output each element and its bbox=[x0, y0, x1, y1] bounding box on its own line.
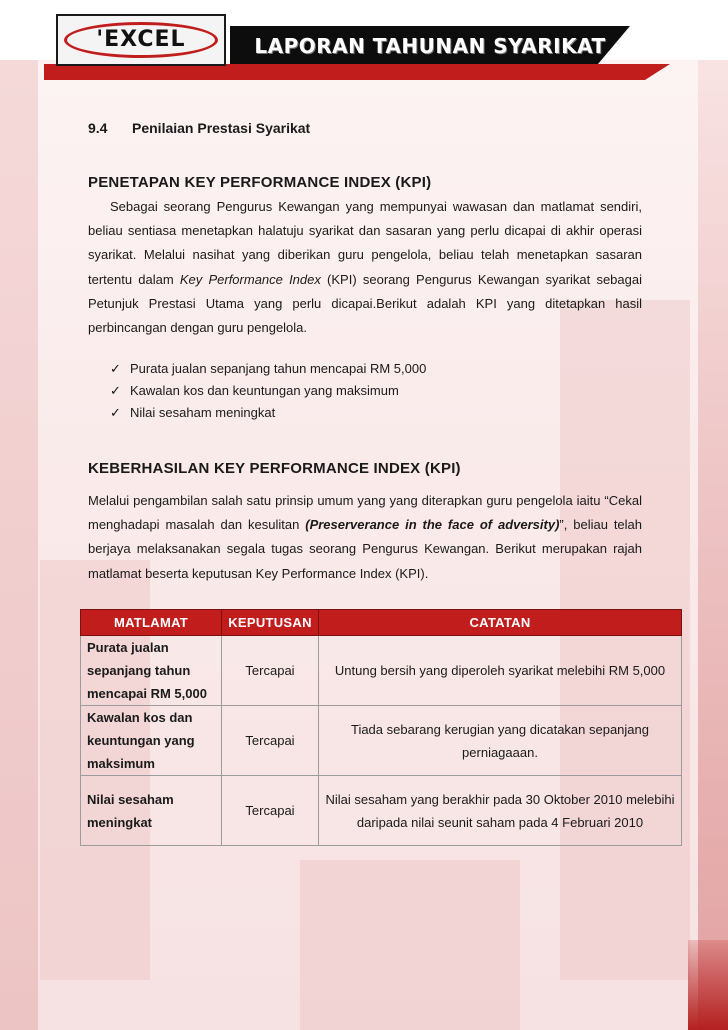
report-title: LAPORAN TAHUNAN SYARIKAT bbox=[254, 34, 606, 58]
kpi-success-text-1: Melalui pengambilan salah satu prinsip umum yang yang diterapkan guru pengelola iaitu “Cekal menghadapi masalah dan kesulitan bbox=[88, 493, 642, 533]
section-title: Penilaian Prestasi Syarikat bbox=[132, 120, 311, 136]
kpi-success-bolditalic: (Preserverance in the face of adversity) bbox=[305, 517, 560, 533]
kpi-setting-heading: PENETAPAN KEY PERFORMANCE INDEX (KPI) bbox=[88, 174, 432, 191]
cell-keputusan: Tercapai bbox=[222, 636, 319, 706]
corner-decor bbox=[688, 940, 728, 1030]
table-row bbox=[81, 636, 682, 706]
kpi-setting-paragraph bbox=[88, 195, 642, 340]
col-header-catatan: CATATAN bbox=[319, 610, 682, 636]
checkmark-icon: ✓ bbox=[110, 383, 121, 398]
kpi-bullet-list bbox=[110, 358, 426, 424]
kpi-setting-text-1: Sebagai seorang Pengurus Kewangan yang mempunyai wawasan dan matlamat sendiri, beliau sentiasa menetapkan halatuju syarikat dan sasaran yang perlu dicapai di akhir operasi syarikat. Melalui nasihat yang diberikan guru pengelola, beliau telah menetapkan sasaran tertentu dalam bbox=[88, 199, 642, 287]
list-item bbox=[110, 380, 426, 402]
kpi-success-paragraph bbox=[88, 489, 642, 586]
bullet-text: Kawalan kos dan keuntungan yang maksimum bbox=[130, 383, 399, 398]
left-decor-strip bbox=[0, 60, 38, 1030]
right-decor-strip bbox=[698, 60, 728, 1030]
kpi-success-heading: KEBERHASILAN KEY PERFORMANCE INDEX (KPI) bbox=[88, 460, 461, 477]
col-header-keputusan: KEPUTUSAN bbox=[222, 610, 319, 636]
kpi-results-table bbox=[80, 609, 682, 846]
company-logo bbox=[56, 14, 226, 66]
cell-matlamat: Purata jualan sepanjang tahun mencapai RM 5,000 bbox=[81, 636, 222, 706]
kpi-setting-text-2: (KPI) seorang Pengurus Kewangan syarikat sebagai Petunjuk Prestasi Utama yang perlu dicapai.Berikut adalah KPI yang ditetapkan hasil perbincangan dengan guru pengelola. bbox=[88, 271, 642, 336]
section-number: 9.4 bbox=[88, 120, 108, 136]
checkmark-icon: ✓ bbox=[110, 361, 121, 376]
page-header bbox=[0, 0, 728, 100]
cell-catatan: Tiada sebarang kerugian yang dicatakan sepanjang perniagaaan. bbox=[319, 706, 682, 776]
bullet-text: Purata jualan sepanjang tahun mencapai RM 5,000 bbox=[130, 361, 427, 376]
checkmark-icon: ✓ bbox=[110, 405, 121, 420]
table-row bbox=[81, 776, 682, 846]
cell-catatan: Untung bersih yang diperoleh syarikat melebihi RM 5,000 bbox=[319, 636, 682, 706]
kpi-setting-italic: Key Performance Index bbox=[179, 271, 321, 287]
list-item bbox=[110, 358, 426, 380]
cell-matlamat: Kawalan kos dan keuntungan yang maksimum bbox=[81, 706, 222, 776]
table-header-row bbox=[81, 610, 682, 636]
background-building-center bbox=[300, 860, 520, 1030]
table-row bbox=[81, 706, 682, 776]
kpi-success-text-2: ”, beliau telah berjaya melaksanakan segala tugas seorang Pengurus Kewangan. Berikut merupakan rajah matlamat beserta keputusan Key Performance Index (KPI). bbox=[88, 517, 643, 581]
bullet-text: Nilai sesaham meningkat bbox=[130, 405, 276, 420]
cell-keputusan: Tercapai bbox=[222, 706, 319, 776]
list-item bbox=[110, 402, 426, 424]
header-red-stripe bbox=[44, 64, 670, 80]
cell-matlamat: Nilai sesaham meningkat bbox=[81, 776, 222, 846]
cell-catatan: Nilai sesaham yang berakhir pada 30 Oktober 2010 melebihi daripada nilai seunit saham pada 4 Februari 2010 bbox=[319, 776, 682, 846]
col-header-matlamat: MATLAMAT bbox=[81, 610, 222, 636]
logo-text: 'EXCEL bbox=[96, 27, 186, 52]
cell-keputusan: Tercapai bbox=[222, 776, 319, 846]
